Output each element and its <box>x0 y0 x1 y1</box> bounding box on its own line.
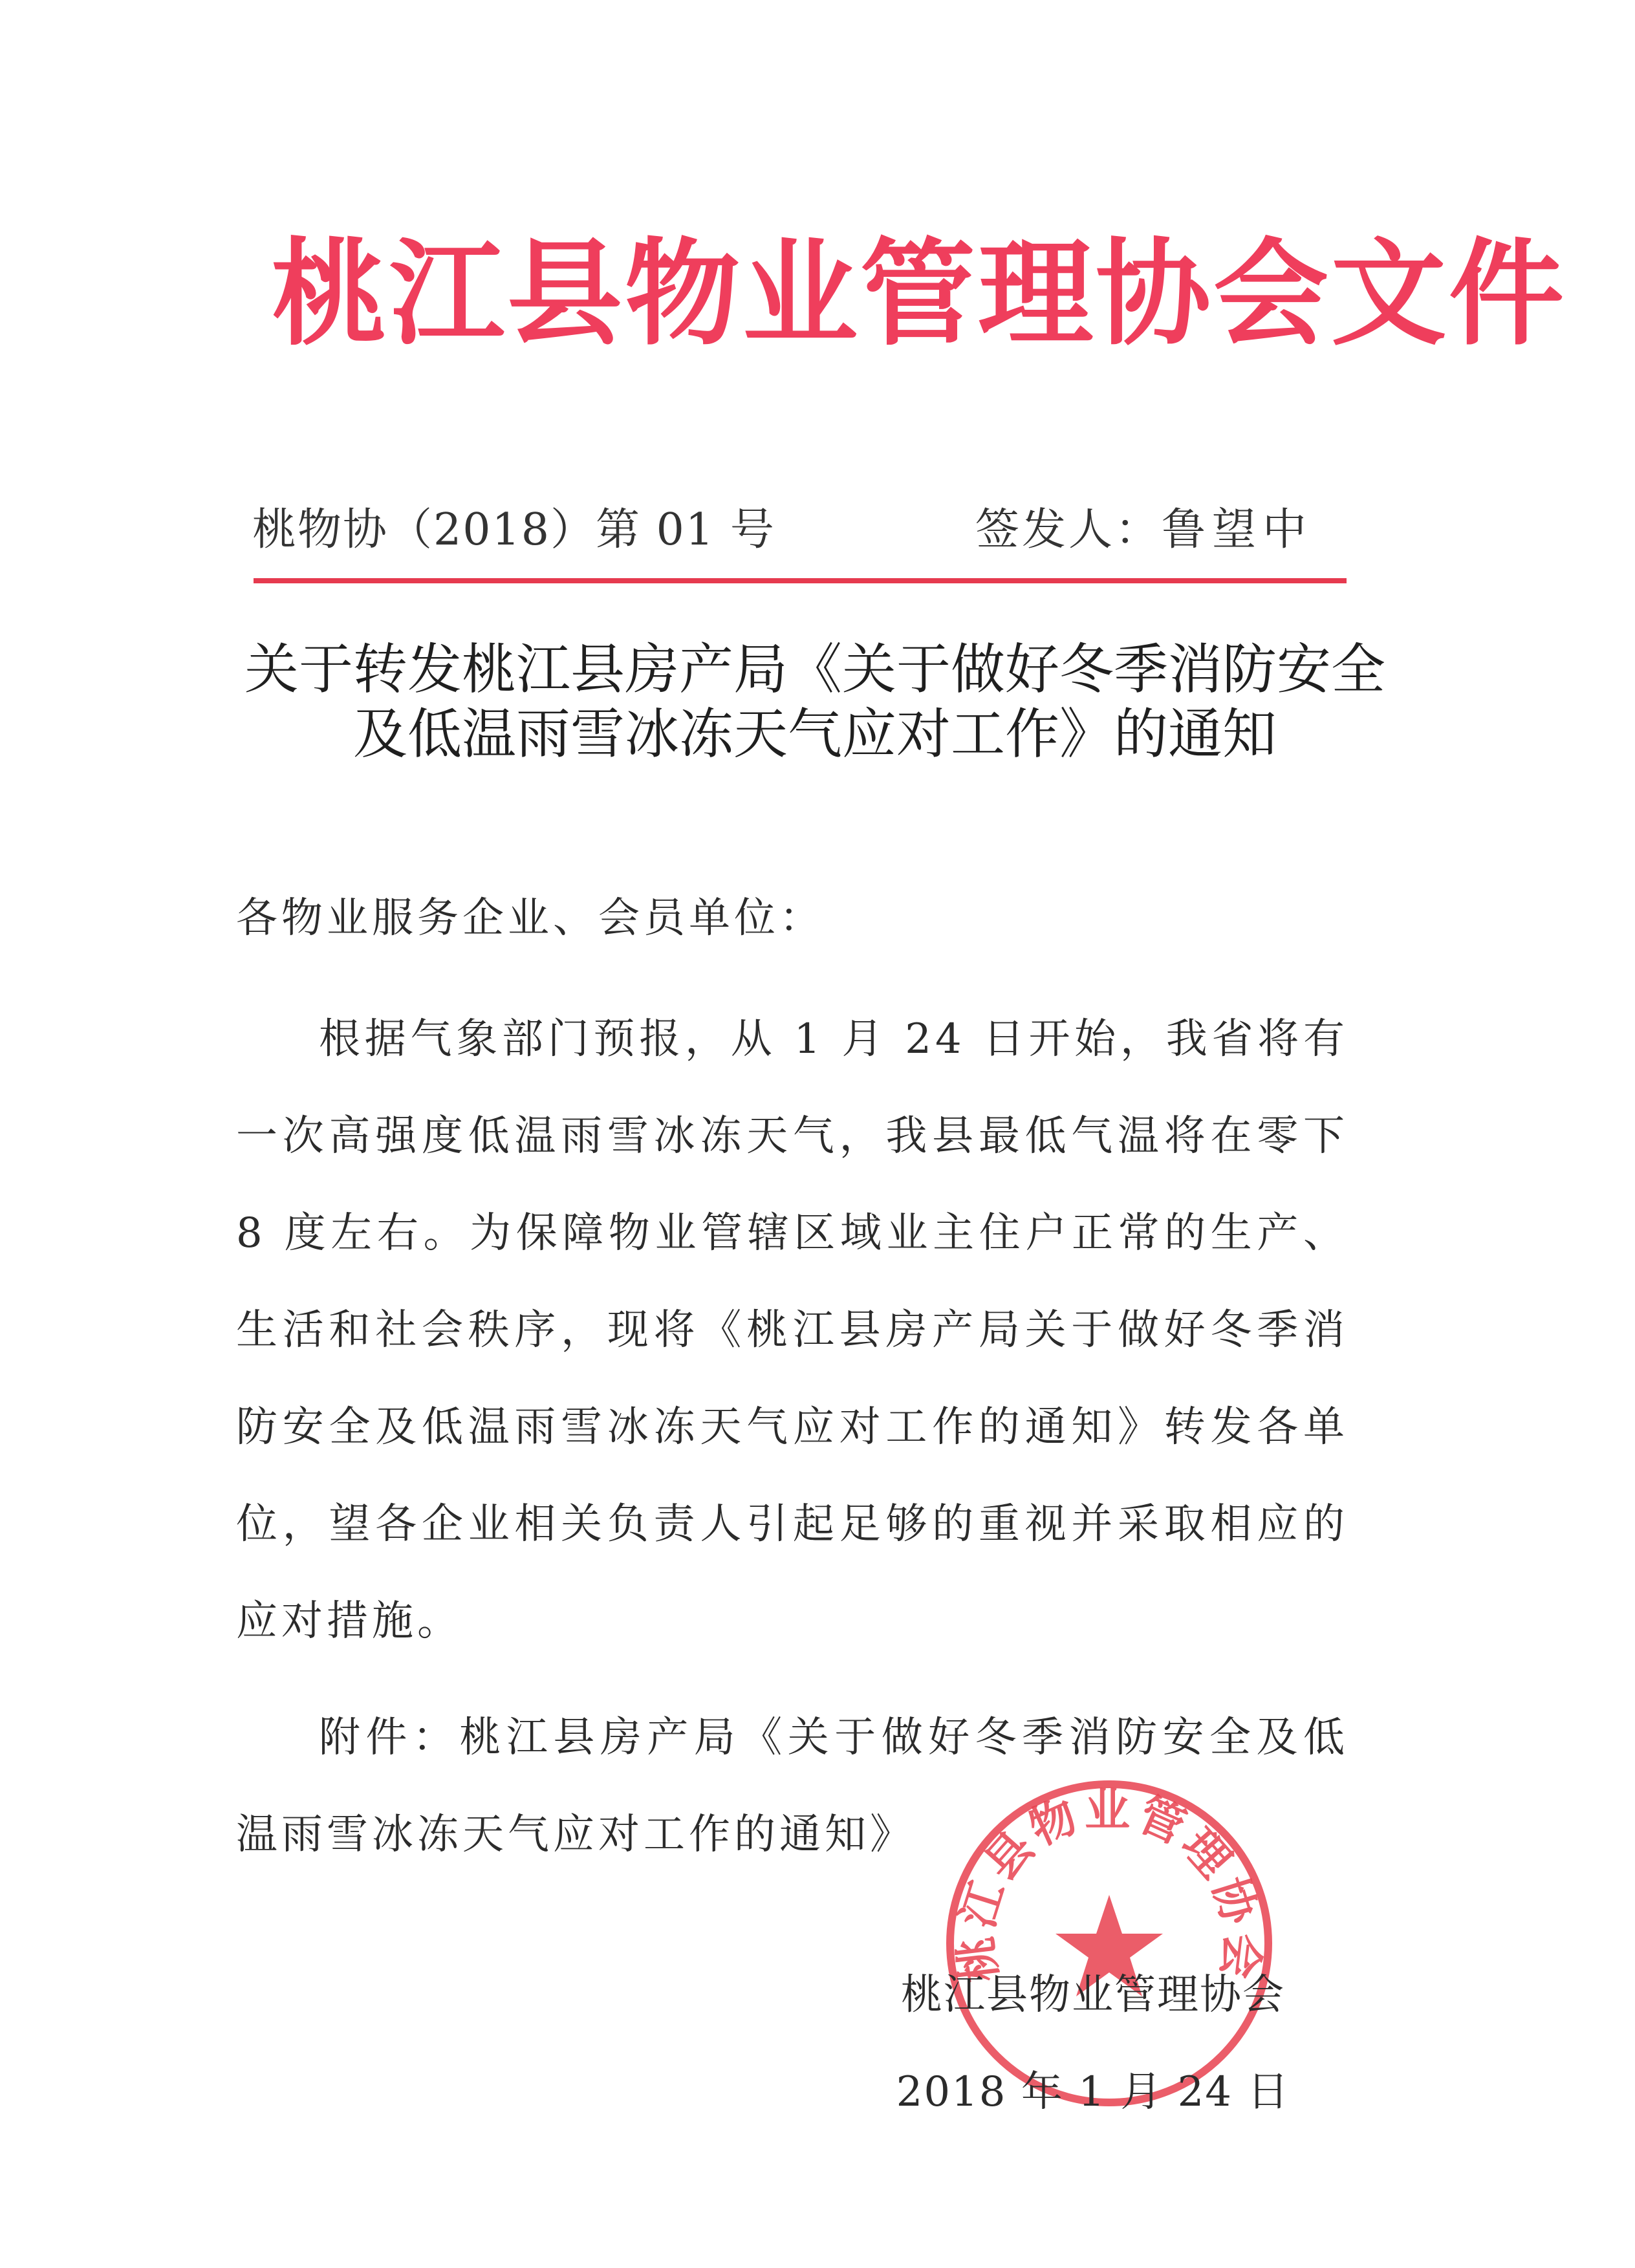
attachment-note: 附件：桃江县房产局《关于做好冬季消防安全及低温雨雪冰冻天气应对工作的通知》 <box>236 1714 1348 1859</box>
signoff-date: 2018 年 1 月 24 日 <box>896 2068 1290 2116</box>
seal-ring-text: 桃江县物业管理协会 <box>949 1783 1270 1985</box>
document-number: 桃物协（2018）第 01 号 <box>252 504 775 556</box>
document-meta-row <box>252 498 1313 563</box>
notice-title-line-1: 关于转发桃江县房产局《关于做好冬季消防安全 <box>244 638 1385 701</box>
issuer-name: 鲁望中 <box>1161 504 1313 556</box>
header-red-rule <box>254 578 1347 583</box>
notice-title <box>213 637 1416 766</box>
issuer <box>975 498 1313 563</box>
signoff-organization: 桃江县物业管理协会 <box>901 1971 1285 2019</box>
salutation: 各物业服务企业、会员单位： <box>236 894 825 942</box>
issuer-label: 签发人： <box>975 504 1162 556</box>
notice-title-line-2: 及低温雨雪冰冻天气应对工作》的通知 <box>352 702 1277 766</box>
document-header-title: 桃江县物业管理协会文件 <box>272 227 1566 361</box>
body-paragraph: 根据气象部门预报，从 1 月 24 日开始，我省将有一次高强度低温雨雪冰冻天气，我县最低气温将在零下 8 度左右。为保障物业管辖区域业主住户正常的生产、生活和社会秩序，现将《桃江县房产局关于做好冬季消防安全及低温雨雪冰冻天气应对工作的通知》转发各单位，望各企业相关负责人引起足够的重视并采取相应的应对措施。 <box>236 1015 1348 1645</box>
signoff <box>867 1963 1319 2124</box>
notice-body <box>236 886 1348 1925</box>
